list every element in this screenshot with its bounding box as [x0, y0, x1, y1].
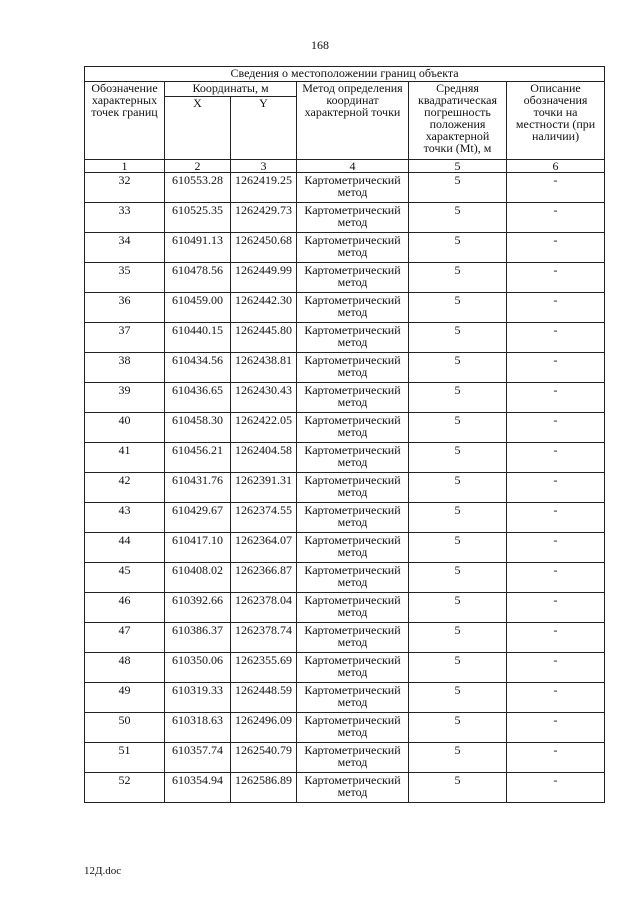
x-coordinate-cell: 610434.56: [165, 353, 231, 383]
table-row: [85, 773, 605, 803]
description-cell: -: [507, 353, 605, 383]
description-cell: -: [507, 533, 605, 563]
y-coordinate-cell: 1262540.79: [231, 743, 297, 773]
y-coordinate-cell: 1262430.43: [231, 383, 297, 413]
point-cell: 47: [85, 623, 165, 653]
table-row: [85, 653, 605, 683]
point-cell: 44: [85, 533, 165, 563]
point-cell: 49: [85, 683, 165, 713]
x-coordinate-cell: 610459.00: [165, 293, 231, 323]
table-body: [85, 173, 605, 803]
header-designation: Обозначение характерных точек границ: [85, 82, 165, 160]
table-row: [85, 203, 605, 233]
header-description: Описание обозначения точки на местности (при наличии): [507, 82, 605, 160]
table-row: [85, 383, 605, 413]
y-coordinate-cell: 1262496.09: [231, 713, 297, 743]
error-cell: 5: [409, 743, 507, 773]
method-cell: Картометрический метод: [297, 533, 409, 563]
y-coordinate-cell: 1262438.81: [231, 353, 297, 383]
error-cell: 5: [409, 173, 507, 203]
y-coordinate-cell: 1262419.25: [231, 173, 297, 203]
x-coordinate-cell: 610431.76: [165, 473, 231, 503]
method-cell: Картометрический метод: [297, 413, 409, 443]
y-coordinate-cell: 1262445.80: [231, 323, 297, 353]
column-number: 1: [85, 160, 165, 173]
y-coordinate-cell: 1262422.05: [231, 413, 297, 443]
error-cell: 5: [409, 383, 507, 413]
point-cell: 39: [85, 383, 165, 413]
description-cell: -: [507, 503, 605, 533]
point-cell: 33: [85, 203, 165, 233]
table-caption: Сведения о местоположении границ объекта: [85, 67, 605, 82]
x-coordinate-cell: 610456.21: [165, 443, 231, 473]
description-cell: -: [507, 473, 605, 503]
error-cell: 5: [409, 353, 507, 383]
header-y: Y: [231, 97, 297, 160]
table-row: [85, 443, 605, 473]
point-cell: 52: [85, 773, 165, 803]
method-cell: Картометрический метод: [297, 443, 409, 473]
description-cell: -: [507, 413, 605, 443]
y-coordinate-cell: 1262448.59: [231, 683, 297, 713]
error-cell: 5: [409, 233, 507, 263]
description-cell: -: [507, 563, 605, 593]
page-number: 168: [311, 38, 329, 52]
point-cell: 38: [85, 353, 165, 383]
description-cell: -: [507, 383, 605, 413]
x-coordinate-cell: 610350.06: [165, 653, 231, 683]
document-filename: 12Д.doc: [84, 865, 122, 877]
point-cell: 45: [85, 563, 165, 593]
point-cell: 50: [85, 713, 165, 743]
y-coordinate-cell: 1262449.99: [231, 263, 297, 293]
point-cell: 51: [85, 743, 165, 773]
x-coordinate-cell: 610386.37: [165, 623, 231, 653]
table-row: [85, 713, 605, 743]
y-coordinate-cell: 1262378.04: [231, 593, 297, 623]
error-cell: 5: [409, 503, 507, 533]
header-error: Средняя квадратическая погрешность положения характерной точки (Mt), м: [409, 82, 507, 160]
y-coordinate-cell: 1262586.89: [231, 773, 297, 803]
column-number-row: [85, 160, 605, 173]
table-row: [85, 173, 605, 203]
description-cell: -: [507, 713, 605, 743]
error-cell: 5: [409, 683, 507, 713]
point-cell: 40: [85, 413, 165, 443]
method-cell: Картометрический метод: [297, 353, 409, 383]
table-row: [85, 233, 605, 263]
method-cell: Картометрический метод: [297, 233, 409, 263]
method-cell: Картометрический метод: [297, 293, 409, 323]
error-cell: 5: [409, 473, 507, 503]
y-coordinate-cell: 1262374.55: [231, 503, 297, 533]
table-row: [85, 533, 605, 563]
x-coordinate-cell: 610357.74: [165, 743, 231, 773]
method-cell: Картометрический метод: [297, 593, 409, 623]
y-coordinate-cell: 1262364.07: [231, 533, 297, 563]
y-coordinate-cell: 1262442.30: [231, 293, 297, 323]
point-cell: 43: [85, 503, 165, 533]
method-cell: Картометрический метод: [297, 503, 409, 533]
x-coordinate-cell: 610553.28: [165, 173, 231, 203]
column-number: 3: [231, 160, 297, 173]
error-cell: 5: [409, 293, 507, 323]
y-coordinate-cell: 1262378.74: [231, 623, 297, 653]
table-row: [85, 323, 605, 353]
point-cell: 36: [85, 293, 165, 323]
method-cell: Картометрический метод: [297, 773, 409, 803]
error-cell: 5: [409, 533, 507, 563]
description-cell: -: [507, 593, 605, 623]
boundary-coordinates-table: [84, 66, 605, 803]
error-cell: 5: [409, 563, 507, 593]
error-cell: 5: [409, 263, 507, 293]
x-coordinate-cell: 610458.30: [165, 413, 231, 443]
error-cell: 5: [409, 773, 507, 803]
x-coordinate-cell: 610408.02: [165, 563, 231, 593]
point-cell: 35: [85, 263, 165, 293]
x-coordinate-cell: 610417.10: [165, 533, 231, 563]
description-cell: -: [507, 263, 605, 293]
x-coordinate-cell: 610491.13: [165, 233, 231, 263]
description-cell: -: [507, 443, 605, 473]
x-coordinate-cell: 610478.56: [165, 263, 231, 293]
header-x: X: [165, 97, 231, 160]
table-row: [85, 593, 605, 623]
header-method: Метод определения координат характерной точки: [297, 82, 409, 160]
description-cell: -: [507, 773, 605, 803]
x-coordinate-cell: 610440.15: [165, 323, 231, 353]
error-cell: 5: [409, 203, 507, 233]
x-coordinate-cell: 610525.35: [165, 203, 231, 233]
y-coordinate-cell: 1262404.58: [231, 443, 297, 473]
method-cell: Картометрический метод: [297, 173, 409, 203]
method-cell: Картометрический метод: [297, 713, 409, 743]
header-coordinates: Координаты, м: [165, 82, 297, 97]
description-cell: -: [507, 623, 605, 653]
description-cell: -: [507, 173, 605, 203]
x-coordinate-cell: 610436.65: [165, 383, 231, 413]
method-cell: Картометрический метод: [297, 263, 409, 293]
x-coordinate-cell: 610318.63: [165, 713, 231, 743]
y-coordinate-cell: 1262366.87: [231, 563, 297, 593]
column-number: 6: [507, 160, 605, 173]
point-cell: 42: [85, 473, 165, 503]
x-coordinate-cell: 610354.94: [165, 773, 231, 803]
y-coordinate-cell: 1262429.73: [231, 203, 297, 233]
table-row: [85, 353, 605, 383]
description-cell: -: [507, 293, 605, 323]
description-cell: -: [507, 203, 605, 233]
table-row: [85, 503, 605, 533]
method-cell: Картометрический метод: [297, 473, 409, 503]
table-row: [85, 293, 605, 323]
table-row: [85, 413, 605, 443]
x-coordinate-cell: 610392.66: [165, 593, 231, 623]
table-row: [85, 743, 605, 773]
description-cell: -: [507, 233, 605, 263]
x-coordinate-cell: 610429.67: [165, 503, 231, 533]
method-cell: Картометрический метод: [297, 653, 409, 683]
method-cell: Картометрический метод: [297, 383, 409, 413]
point-cell: 34: [85, 233, 165, 263]
error-cell: 5: [409, 413, 507, 443]
method-cell: Картометрический метод: [297, 743, 409, 773]
table-row: [85, 263, 605, 293]
table-row: [85, 683, 605, 713]
y-coordinate-cell: 1262355.69: [231, 653, 297, 683]
description-cell: -: [507, 653, 605, 683]
description-cell: -: [507, 323, 605, 353]
method-cell: Картометрический метод: [297, 563, 409, 593]
error-cell: 5: [409, 443, 507, 473]
point-cell: 46: [85, 593, 165, 623]
y-coordinate-cell: 1262391.31: [231, 473, 297, 503]
description-cell: -: [507, 683, 605, 713]
description-cell: -: [507, 743, 605, 773]
point-cell: 48: [85, 653, 165, 683]
method-cell: Картометрический метод: [297, 623, 409, 653]
table-row: [85, 623, 605, 653]
method-cell: Картометрический метод: [297, 683, 409, 713]
column-number: 5: [409, 160, 507, 173]
error-cell: 5: [409, 623, 507, 653]
method-cell: Картометрический метод: [297, 203, 409, 233]
error-cell: 5: [409, 323, 507, 353]
error-cell: 5: [409, 713, 507, 743]
error-cell: 5: [409, 653, 507, 683]
y-coordinate-cell: 1262450.68: [231, 233, 297, 263]
column-number: 2: [165, 160, 231, 173]
error-cell: 5: [409, 593, 507, 623]
point-cell: 41: [85, 443, 165, 473]
table-row: [85, 563, 605, 593]
point-cell: 32: [85, 173, 165, 203]
column-number: 4: [297, 160, 409, 173]
method-cell: Картометрический метод: [297, 323, 409, 353]
table-row: [85, 473, 605, 503]
point-cell: 37: [85, 323, 165, 353]
x-coordinate-cell: 610319.33: [165, 683, 231, 713]
